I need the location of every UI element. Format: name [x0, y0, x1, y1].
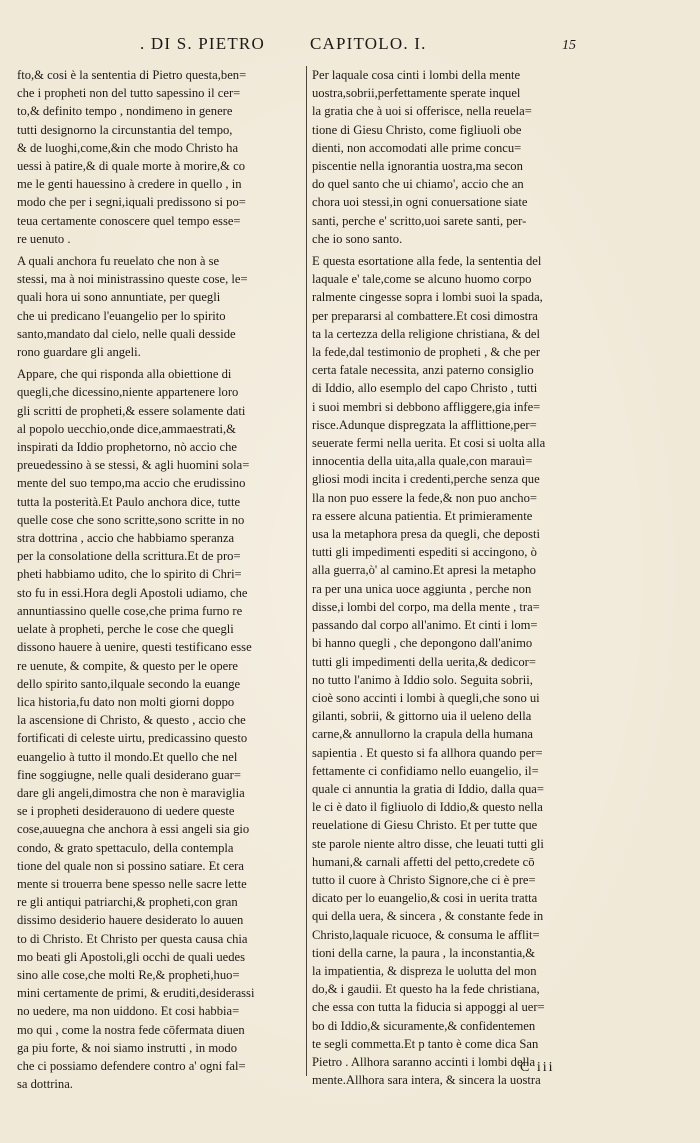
text-line: ralmente cingesse sopra i lombi suoi la spada, [312, 290, 543, 305]
text-line: per la consolatione della scrittura.Et de pro= [17, 549, 241, 564]
text-line: che ci possiamo defendere contro a' ogni fal= [17, 1058, 246, 1073]
text-line: gli scritti de propheti,& essere solamente dati [17, 403, 246, 418]
text-line: & de luoghi,come,&in che modo Christo ha [17, 140, 239, 155]
text-line: inspirati da Iddio prophetorno, nò accio che [17, 440, 237, 455]
text-line: lica historia,fu dato non molti giorni doppo [17, 694, 235, 709]
text-line: santi, perche e' scritto,uoi sarete santi, per- [312, 213, 527, 228]
text-line: dienti, non accomodati alle prime concu= [312, 140, 522, 155]
text-line: mente si trouerra bene spesso nelle sacre lette [17, 876, 247, 891]
text-line: quali hora ui sono annuntiate, per quegli [17, 290, 221, 305]
text-line: innocentia della uita,alla quale,con marauì= [312, 454, 533, 469]
text-line: ra essere alcuna patientia. Et primieramente [312, 508, 533, 523]
text-line: humani,& carnali affetti del petto,credete cō [312, 854, 535, 869]
text-line: che ui predicano l'euangelio per lo spirito [17, 308, 226, 323]
text-line: al popolo uecchio,onde dice,ammaestrati,& [17, 421, 236, 436]
text-line: sino alle cose,che molti Re,& propheti,huo= [17, 967, 240, 982]
text-line: sa dottrina. [17, 1077, 73, 1092]
text-line: se i propheti desiderauono di uedere queste [17, 804, 235, 819]
text-line: per prepararsi al combattere.Et cosi dimostra [312, 308, 538, 323]
text-line: reuelatione di Giesu Christo. Et per tutte que [312, 818, 538, 833]
paragraph [17, 365, 307, 1093]
text-line: uelate à propheti, perche le cose che quegli [17, 622, 234, 637]
text-line: re uenute, & compite, & questo per le opere [17, 658, 239, 673]
text-line: Appare, che qui risponda alla obiettione di [17, 367, 232, 382]
column-divider [306, 66, 307, 1076]
text-line: cose,auuegna che anchora à essi angeli sia gio [17, 822, 250, 837]
text-line: tione di Giesu Christo, come figliuoli obe [312, 122, 522, 137]
text-line: qui della uera, & sincera , & constante fede in [312, 909, 544, 924]
text-line: mente.Allhora sara intera, & sincera la uostra [312, 1073, 541, 1088]
text-line: stra dottrina , accio che habbiamo speranza [17, 531, 235, 546]
text-line: re uenuto . [17, 231, 71, 246]
text-line: rono guardare gli angeli. [17, 345, 141, 360]
text-line: quegli,che dicessino,niente appartenere loro [17, 385, 239, 400]
left-column [17, 66, 307, 1097]
text-line: tutti gli impedimenti della uerita,& dedicor= [312, 654, 536, 669]
paragraph [312, 252, 684, 1089]
text-line: tutta la posterità.Et Paulo anchora dice, tutte [17, 494, 241, 509]
text-line: ta la certezza della religione christiana, & del [312, 326, 540, 341]
text-line: chora uoi stessi,in ogni conuersatione siate [312, 195, 528, 210]
text-line: to di Christo. Et Christo per questa causa chia [17, 931, 248, 946]
text-line: stessi, ma à noi ministrassino queste cose, le= [17, 272, 248, 287]
text-line: laquale e' tale,come se alcuno huomo corpo [312, 272, 532, 287]
text-line: dello spirito santo,ilquale secondo la euange [17, 676, 241, 691]
text-line: uostra,sobrii,perfettamente sperate inquel [312, 86, 521, 101]
text-line: la impatientia, & dispreza le uolutta del mon [312, 963, 537, 978]
text-line: Per laquale cosa cinti i lombi della mente [312, 68, 521, 82]
text-line: cioè sono accinti i lombi à quegli,che sono ui [312, 690, 540, 705]
text-line: E questa esortatione alla fede, la sententia del [312, 254, 542, 269]
text-line: tutti gli impedimenti espediti si accingono, ò [312, 545, 537, 560]
right-column [312, 66, 684, 1093]
text-line: Pietro . Allhora saranno accinti i lombi della [312, 1054, 536, 1069]
text-line: condo, & grato spettaculo, della contempla [17, 840, 234, 855]
text-line: do quel santo che ui chiamo', accio che an [312, 177, 524, 192]
text-line: pheti habbiamo udito, che lo spirito di Chri= [17, 567, 242, 582]
text-line: piscentie nella ignorantia uostra,ma secon [312, 159, 523, 174]
text-line: no tutto l'animo à Iddio solo. Seguita sobrii, [312, 672, 533, 687]
text-line: fettamente ci confidiamo nello euangelio, il= [312, 763, 539, 778]
text-line: alla guerra,ò' al camino.Et apresi la metapho [312, 563, 536, 578]
text-line: mini certamente de primi, & eruditi,desiderassi [17, 986, 255, 1001]
text-line: fortificati di celeste uirtu, predicassino questo [17, 731, 248, 746]
text-line: bi hanno quegli , che depongono dall'animo [312, 636, 533, 651]
text-line: seuerate fermi nella uerita. Et cosi si uolta alla [312, 436, 546, 451]
text-line: disse,i lombi del corpo, ma della mente , tra= [312, 599, 540, 614]
page-number: 15 [562, 38, 576, 53]
text-line: risce.Adunque dispregzata la afflittione,per= [312, 417, 537, 432]
paragraph [17, 252, 307, 361]
text-line: quelle cose che sono scritte,sono scritte in no [17, 512, 245, 527]
text-line: carne,& annullorno la crapula della humana [312, 727, 533, 742]
text-line: la gratia che à uoi si offerisce, nella reuela= [312, 104, 532, 119]
text-line: passando dal corpo all'animo. Et cinti i lom= [312, 618, 538, 633]
text-line: fine soggiugne, nelle quali desiderano guar= [17, 767, 241, 782]
text-line: ste parole niente altro disse, che leuati tutti gli [312, 836, 544, 851]
text-line: gliosi modi incita i credenti,perche senza que [312, 472, 540, 487]
text-line: certa fatale necessita, anzi paterno consiglio [312, 363, 534, 378]
text-line: tutto il cuore à Christo Signore,che ci è pre= [312, 872, 536, 887]
text-line: bo di Iddio,& sicuramente,& confidentemen [312, 1018, 536, 1033]
text-line: modo che per i segni,iquali predissono si po= [17, 195, 246, 210]
text-line: ra per una unica uoce aggiunta , perche non [312, 581, 532, 596]
text-line: la ascensione di Christo, & questo , accio che [17, 713, 246, 728]
text-line: lla non puo essere la fede,& non puo ancho= [312, 490, 537, 505]
text-line: uessi à patire,& di quale morte à morire,& co [17, 159, 246, 174]
text-line: fto,& cosi è la sententia di Pietro questa,ben= [17, 68, 247, 82]
text-line: gilanti, sobrii, & gittorno uia il ueleno della [312, 709, 532, 724]
signature-mark: C iii [520, 1060, 555, 1075]
text-line: i suoi membri si debbono affliggere,gia infe= [312, 399, 541, 414]
text-line: Christo,laquale ricuoce, & consuma le afflit= [312, 927, 540, 942]
text-line: di Iddio, allo esemplo del capo Christo , tutti [312, 381, 538, 396]
text-line: santo,mandato dal cielo, nelle quali desside [17, 326, 236, 341]
text-line: me le genti hauessino à credere in quello , in [17, 177, 242, 192]
text-line: dissimo desiderio hauere desiderato lo auuen [17, 913, 244, 928]
text-line: tioni della carne, la paura , la inconstantia,& [312, 945, 536, 960]
text-line: dissono hauere à uenire, questi testificano esse [17, 640, 252, 655]
text-line: mo qui , come la nostra fede cōfermata diuen [17, 1022, 245, 1037]
text-line: che i propheti non del tutto sapessino il cer= [17, 86, 241, 101]
paragraph [17, 66, 307, 248]
text-line: la fede,dal testimonio de propheti , & che per [312, 345, 541, 360]
paragraph [312, 66, 684, 248]
text-line: to,& definito tempo , nondimeno in genere [17, 104, 233, 119]
text-line: A quali anchora fu reuelato che non à se [17, 254, 220, 269]
text-line: preuedessino à se stessi, & agli huomini sola= [17, 458, 250, 473]
header-chapter: CAPITOLO. I. [310, 34, 427, 53]
text-line: annuntiassino quelle cose,che prima furno re [17, 603, 243, 618]
text-line: tutti designorno la circunstantia del tempo, [17, 122, 233, 137]
text-line: usa la metaphora presa da quegli, che deposti [312, 527, 541, 542]
text-line: ga piu forte, & noi siamo instrutti , in modo [17, 1040, 238, 1055]
text-line: sto fu in essi.Hora degli Apostoli udiamo, che [17, 585, 248, 600]
running-header [140, 34, 560, 58]
text-line: tione del quale non si possino satiare. Et cera [17, 858, 244, 873]
text-line: euangelio à tutto il mondo.Et quello che nel [17, 749, 238, 764]
text-line: che essa con tutta la fiducia si appoggi al uer= [312, 1000, 545, 1015]
text-line: dicato per lo euangelio,& cosi in uerita tratta [312, 891, 538, 906]
text-line: mo beati gli Apostoli,gli occhi de quali uedes [17, 949, 246, 964]
text-line: sapientia . Et questo si fa allhora quando per= [312, 745, 543, 760]
text-line: no uedere, ma non uiddono. Et cosi habbia= [17, 1004, 240, 1019]
text-line: teua certamente conoscere quel tempo esse= [17, 213, 241, 228]
text-line: do,& i gaudii. Et questo ha la fede christiana, [312, 982, 540, 997]
text-line: dare gli angeli,dimostra che non è maraviglia [17, 785, 245, 800]
text-line: re gli antiqui patriarchi,& propheti,con gran [17, 895, 238, 910]
text-line: quale ci annuntia la gratia di Iddio, dalla qua= [312, 781, 544, 796]
text-line: te segli commetta.Et p tanto è come dica San [312, 1036, 539, 1051]
text-line: mente del suo tempo,ma accio che erudissino [17, 476, 246, 491]
header-left: . DI S. PIETRO [140, 34, 265, 53]
text-line: le ci è dato il figliuolo di Iddio,& questo nella [312, 800, 543, 815]
text-line: che io sono santo. [312, 231, 403, 246]
